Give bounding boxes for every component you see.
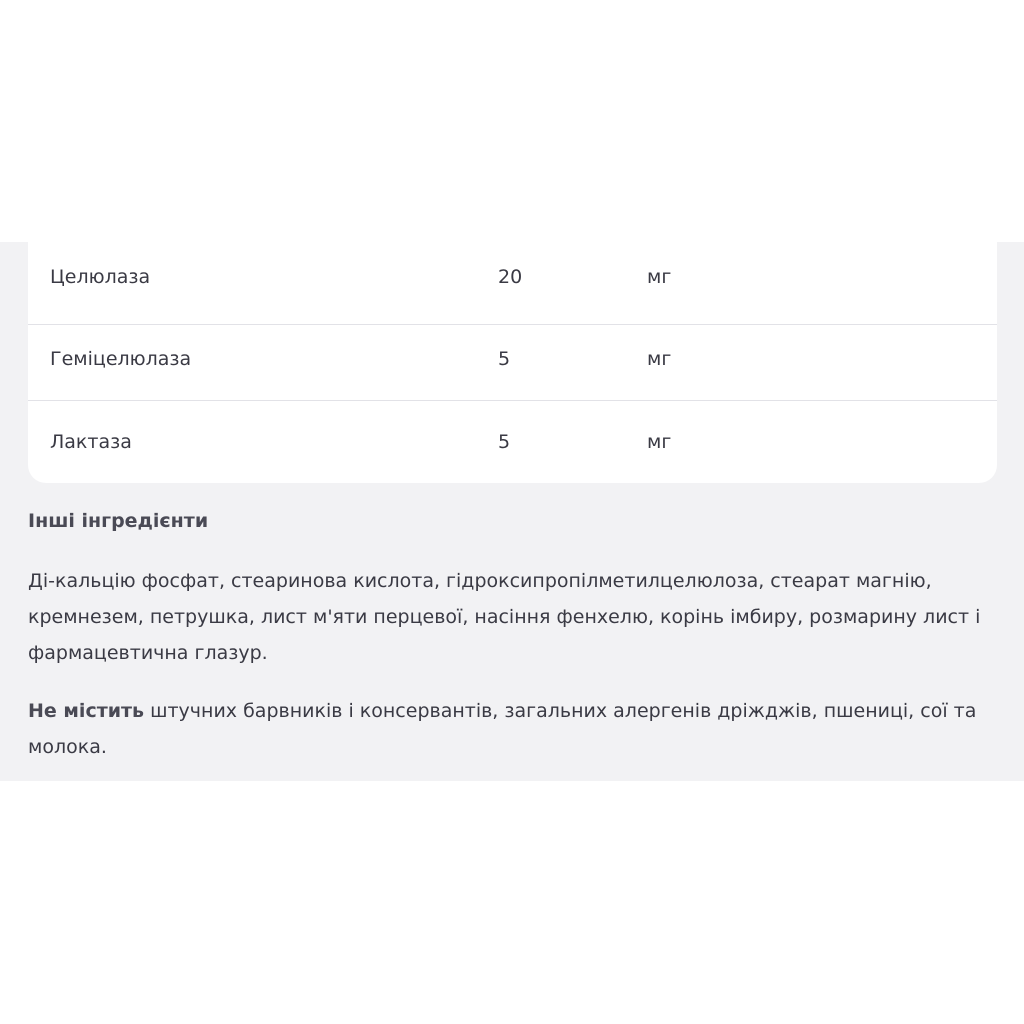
ingredient-name: Лактаза	[50, 431, 132, 453]
ingredient-amount: 5	[498, 348, 511, 370]
ingredient-unit: мг	[647, 431, 672, 453]
ingredient-name: Геміцелюлаза	[50, 348, 192, 370]
other-ingredients-heading: Інші інгредієнти	[28, 510, 209, 532]
free-from-label: Не містить	[28, 700, 145, 722]
table-row	[28, 242, 997, 325]
free-from-statement	[28, 693, 988, 765]
table-row	[28, 318, 997, 401]
free-from-text: штучних барвників і консервантів, загальних алергенів дріжджів, пшениці, сої та молока.	[28, 700, 977, 758]
ingredient-name: Целюлаза	[50, 266, 151, 288]
ingredients-table	[28, 242, 997, 483]
ingredient-unit: мг	[647, 348, 672, 370]
ingredient-amount: 20	[498, 266, 523, 288]
ingredient-unit: мг	[647, 266, 672, 288]
table-row	[28, 401, 997, 483]
other-ingredients-text: Ді-кальцію фосфат, стеаринова кислота, гідроксипропілметилцелюлоза, стеарат магнію, кремнезем, петрушка, лист м'яти перцевої, насіння фенхелю, корінь імбиру, розмарину лист і фармацевтична глазур.	[28, 570, 981, 664]
ingredients-section	[0, 242, 1024, 781]
ingredient-amount: 5	[498, 431, 511, 453]
